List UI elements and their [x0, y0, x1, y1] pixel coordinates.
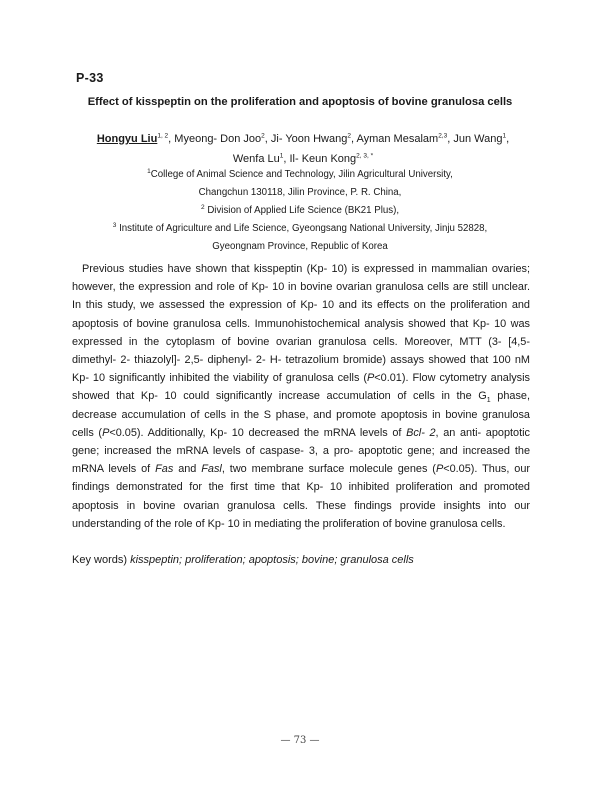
abstract-text: <0.05). Thus, our findings demonstrated for the first time that Kp- 10 inhibited proliferation and promoted apoptosis in bovine ovarian granulosa cells. These findings provide insights into our understanding of the role of Kp- 10 in mediating the proliferation of bovine granulosa cells. [72, 463, 531, 530]
author-separator: , [283, 153, 290, 165]
paper-title: Effect of kisspeptin on the proliferation and apoptosis of bovine granulosa cells [87, 96, 513, 108]
affiliation-list [60, 166, 540, 256]
author: Ji- Yoon Hwang [270, 133, 348, 145]
author: Myeong- Don Joo [174, 133, 262, 145]
author-affil-mark: 1 [279, 152, 284, 160]
abstract-text: phase, decrease accumulation of cells in the S phase, and promote apoptosis in bovine granulosa cells ( [72, 390, 530, 439]
author-affil-mark: 1, 2 [157, 132, 169, 140]
affiliation-line [60, 220, 540, 238]
affiliation-text: College of Animal Science and Technology, Jilin Agricultural University, [150, 169, 453, 180]
affiliation-mark: 2 [200, 203, 205, 211]
affiliation-text: Division of Applied Life Science (BK21 Plus), [207, 205, 400, 216]
keywords-values: kisspeptin; proliferation; apoptosis; bovine; granulosa cells [130, 554, 414, 566]
keywords-label: Key words) [72, 554, 128, 566]
paper-id: P-33 [76, 71, 104, 85]
author: Ayman Mesalam [356, 133, 439, 145]
affiliation-line: Changchun 130118, Jilin Province, P. R. China, [198, 187, 402, 198]
abstract-text: <0.01). Flow cytometry analysis showed that Kp- 10 could significantly increase accumulation of cells in the G [72, 372, 530, 403]
author-affil-mark: 2 [261, 132, 265, 140]
abstract-text: Previous studies have shown that kisspeptin (Kp- 10) is expressed in mammalian ovaries; however, the expression and role of Kp- 10 in bovine ovarian granulosa cells are still unclear. In this study, we assessed the expression of Kp- 10 and its effects on the proliferation and apoptosis of bovine granulosa cells. Immunohistochemical analysis showed that Kp- 10 was expressed in the cytoplasm of bovine ovarian granulosa cells. Moreover, MTT (3- [4,5- dimethyl- 2- thiazolyl]- 2,5- diphenyl- 2- H- tetrazolium bromide) assays showed that 100 nM Kp- 10 significantly inhibited the viability of granulosa cells ( [72, 263, 530, 385]
page-number: — 73 — [280, 735, 320, 746]
abstract-text: and [173, 463, 202, 476]
author-separator: , [447, 133, 454, 145]
author-affil-mark: 2,3 [438, 132, 448, 140]
author: Jun Wang [453, 133, 503, 145]
author-separator: , [506, 133, 510, 145]
author-affil-mark: 2 [347, 132, 351, 140]
author-separator: , [168, 133, 175, 145]
affiliation-line: Gyeongnam Province, Republic of Korea [212, 241, 388, 252]
gene-name: Fas [155, 463, 174, 476]
gene-name: Bcl- 2 [406, 426, 436, 439]
abstract-text: <0.05). Additionally, Kp- 10 decreased the mRNA levels of [109, 426, 407, 439]
author-separator: , [350, 133, 357, 145]
affiliation-line [60, 166, 540, 184]
abstract-text: , two membrane surface molecule genes ( [221, 463, 436, 476]
affiliation-mark: 1 [147, 167, 151, 175]
phase-subscript: 1 [486, 397, 491, 405]
p-value-symbol: P [367, 372, 375, 385]
p-value-symbol: P [435, 463, 444, 476]
affiliation-line [60, 202, 540, 220]
author-list [64, 129, 542, 169]
author: Il- Keun Kong [289, 153, 357, 165]
abstract-text: , an anti- apoptotic gene; increased the mRNA levels of caspase- 3, a pro- apoptotic gene; and increased the mRNA levels of [72, 426, 530, 476]
author-affil-mark: 2, 3, * [356, 152, 374, 160]
author-separator: , [264, 133, 271, 145]
p-value-symbol: P [102, 426, 110, 439]
gene-name: Fasl [201, 463, 222, 476]
author-affil-mark: 1 [502, 132, 507, 140]
author: Wenfa Lu [232, 153, 280, 165]
keywords-line [72, 554, 530, 566]
abstract-body [72, 260, 530, 533]
affiliation-text: Institute of Agriculture and Life Science, Gyeongsang National University, Jinju 52828, [119, 223, 488, 234]
author-first: Hongyu Liu [96, 133, 158, 145]
affiliation-mark: 3 [112, 221, 117, 229]
